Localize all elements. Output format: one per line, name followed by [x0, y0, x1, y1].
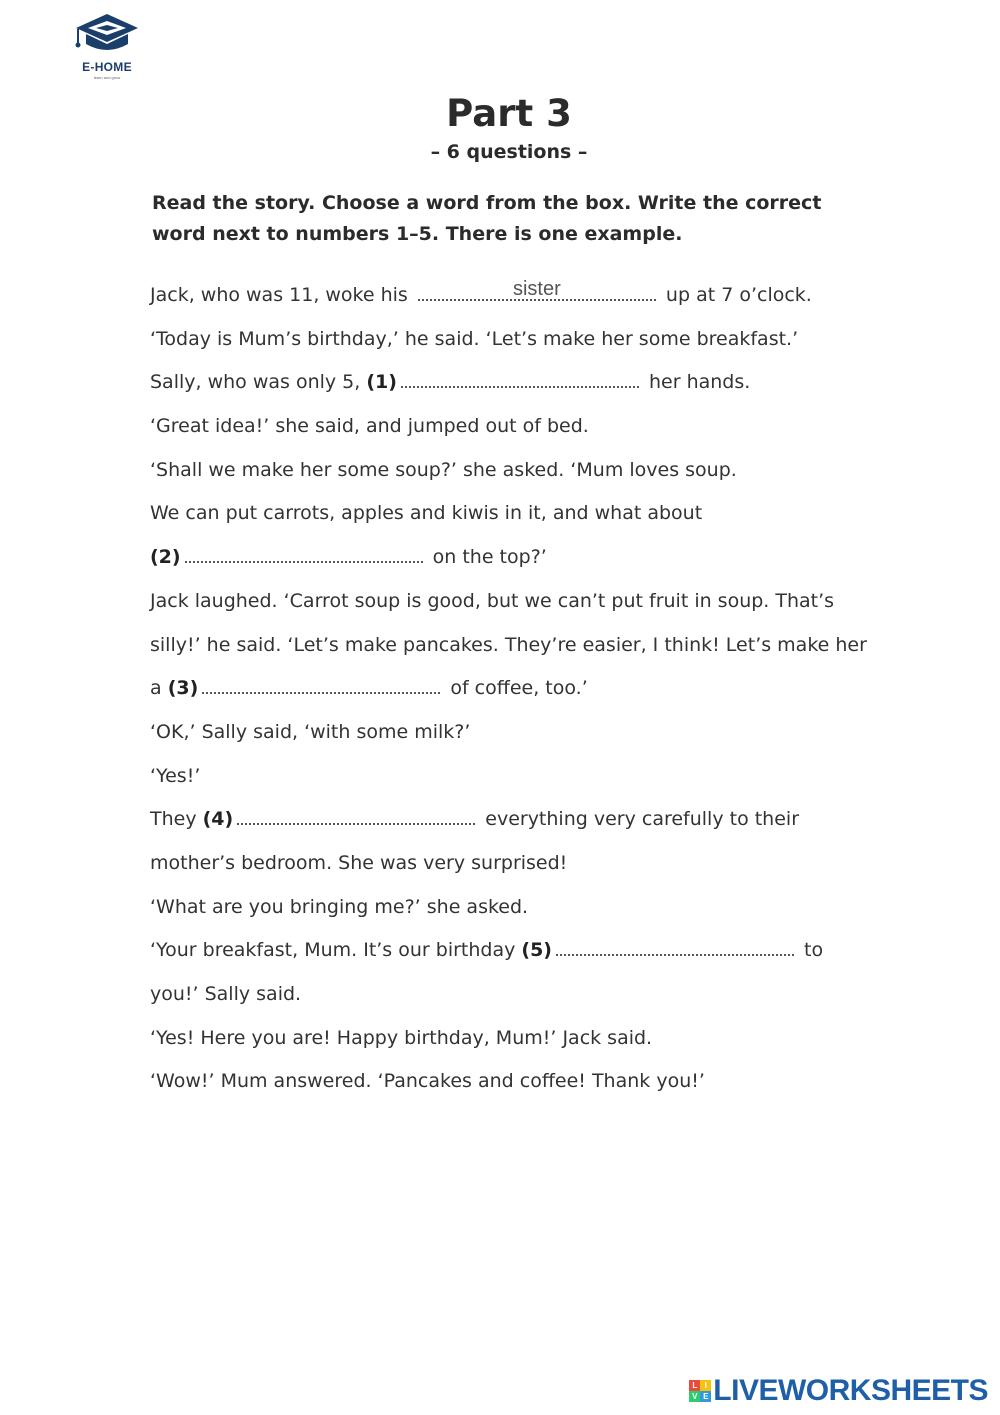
story-line: ‘Your breakfast, Mum. It’s our birthday (5) to — [150, 929, 910, 973]
story — [150, 274, 910, 1104]
story-line: ‘What are you bringing me?’ she asked. — [150, 895, 529, 918]
story-line: ‘Today is Mum’s birthday,’ he said. ‘Let’s make her some breakfast.’ — [150, 327, 799, 350]
answer-blank-3[interactable] — [202, 672, 440, 694]
story-line: Jack, who was 11, woke his sister up at 7 o’clock. — [150, 278, 812, 306]
example-answer-blank — [418, 279, 656, 301]
story-line: ‘Great idea!’ she said, and jumped out of bed. — [150, 415, 589, 438]
question-number-2: (2) — [150, 546, 181, 569]
story-line: (2) on the top?’ — [150, 536, 910, 580]
answer-blank-4[interactable] — [237, 803, 475, 825]
question-number-1: (1) — [366, 371, 397, 394]
story-line: Jack laughed. ‘Carrot soup is good, but we can’t put fruit in soup. That’s — [150, 589, 835, 612]
story-line: ‘OK,’ Sally said, ‘with some milk?’ — [150, 720, 471, 743]
liveworksheets-icon: L I V E — [689, 1380, 711, 1402]
liveworksheets-wordmark: LIVEWORKSHEETS — [713, 1374, 988, 1407]
ehome-logo-tagline: learn and grow — [93, 75, 121, 80]
page-subtitle: – 6 questions – — [430, 141, 588, 163]
story-line: ‘Wow!’ Mum answered. ‘Pancakes and coffee! Thank you!’ — [150, 1070, 705, 1093]
example-answer: sister — [512, 278, 561, 300]
answer-blank-1[interactable] — [401, 366, 639, 388]
story-line: you!’ Sally said. — [150, 983, 302, 1005]
story-line: We can put carrots, apples and kiwis in it, and what about — [150, 502, 703, 525]
instructions: Read the story. Choose a word from the box. Write the correct word next to numbers 1–5. There is one example. — [152, 192, 822, 245]
answer-blank-2[interactable] — [185, 541, 423, 563]
story-line: silly!’ he said. ‘Let’s make pancakes. They’re easier, I think! Let’s make her — [150, 633, 867, 656]
page-title: Part 3 — [446, 92, 572, 135]
story-line: ‘Yes!’ — [150, 764, 201, 787]
answer-blank-5[interactable] — [556, 934, 794, 956]
question-number-4: (4) — [202, 808, 234, 831]
story-line: ‘Shall we make her some soup?’ she asked. ‘Mum loves soup. — [150, 458, 737, 481]
ehome-logo-name: E-HOME — [82, 60, 132, 74]
liveworksheets-brand — [689, 1374, 988, 1408]
story-line: Sally, who was only 5, (1) her hands. — [150, 361, 910, 405]
story-line: a (3) of coffee, too.’ — [150, 667, 910, 711]
story-line: ‘Yes! Here you are! Happy birthday, Mum!’ Jack said. — [150, 1026, 653, 1049]
ehome-logo-icon — [74, 12, 140, 60]
story-line: mother’s bedroom. She was very surprised! — [150, 851, 568, 874]
ehome-logo — [72, 12, 142, 80]
question-number-3: (3) — [167, 677, 199, 700]
story-line: They (4) everything very carefully to their — [150, 798, 910, 842]
question-number-5: (5) — [521, 939, 552, 962]
